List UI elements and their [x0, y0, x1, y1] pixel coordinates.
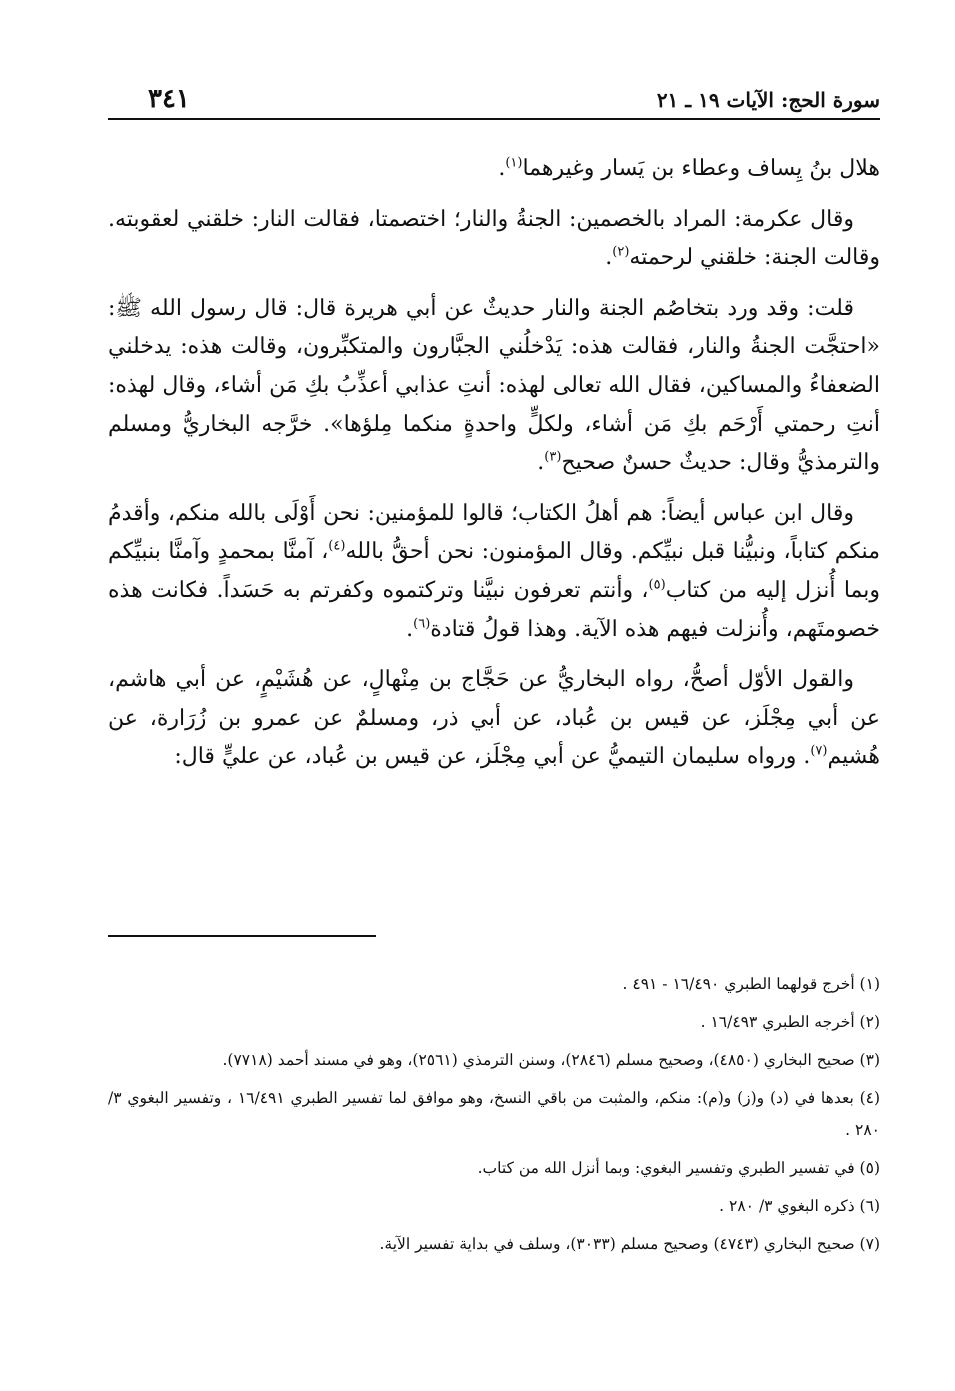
paragraph-3: قلت: وقد ورد بتخاصُم الجنة والنار حديثٌ عن أبي هريرة قال: قال رسول الله ﷺ: «احتجَّت الجنةُ والنار، فقالت هذه: يَدْخلُني الجبَّارون والمتكبِّرون، وقالت هذه: يدخلني الضعفاءُ والمساكين، فقال الله تعالى لهذه: أنتِ عذابي أعذِّبُ بكِ مَن أشاء، وقال لهذه: أنتِ رحمتي أَرْحَم بكِ مَن أشاء، ولكلٍّ واحدةٍ منكما مِلؤها». خرَّجه البخاريُّ ومسلم والترمذيُّ وقال: حديثٌ حسنٌ صحيح$^{(٣)}$. [108, 295, 880, 476]
page-header [108, 78, 880, 120]
footnote-7: (٧) صحيح البخاري (٤٧٤٣) وصحيح مسلم (٣٠٣٣)، وسلف في بداية تفسير الآية. [379, 1235, 880, 1253]
footnote-3: (٣) صحيح البخاري (٤٨٥٠)، وصحيح مسلم (٢٨٤٦)، وسنن الترمذي (٢٥٦١)، وهو في مسند أحمد (٧٧١٨). [222, 1051, 880, 1069]
footnote-1: (١) أخرج قولهما الطبري ١٦/٤٩٠ - ٤٩١ . [622, 975, 880, 993]
footnote-2: (٢) أخرجه الطبري ١٦/٤٩٣ . [700, 1013, 880, 1031]
footnote-5: (٥) في تفسير الطبري وتفسير البغوي: وبما أنزل الله من كتاب. [477, 1159, 880, 1177]
footnote-6: (٦) ذكره البغوي ٣/ ٢٨٠ . [719, 1197, 880, 1215]
paragraph-2: وقال عكرمة: المراد بالخصمين: الجنةُ والنار؛ اختصمتا، فقالت النار: خلقني لعقوبته. وقالت الجنة: خلقني لرحمته$^{(٢)}$. [108, 206, 880, 271]
footnotes [108, 968, 880, 1266]
main-text [108, 150, 880, 789]
page-number: ٣٤١ [148, 84, 190, 114]
running-title: سورة الحج: الآيات ١٩ ـ ٢١ [656, 88, 880, 112]
footnote-4: (٤) بعدها في (د) و(ز) و(م): منكم، والمثبت من باقي النسخ، وهو موافق لما تفسير الطبري ١٦/٤٩١ ، وتفسير البغوي ٣/ ٢٨٠ . [108, 1089, 881, 1139]
paragraph-1: هلال بنُ يِساف وعطاء بن يَسار وغيرهما$^{(١)}$. [498, 155, 880, 181]
footnote-separator [108, 935, 376, 937]
footnote-ref: (٣) [544, 449, 562, 465]
footnote-ref: (٢) [612, 244, 630, 260]
footnote-ref: (٧) [810, 743, 828, 759]
paragraph-4: وقال ابن عباس أيضاً: هم أهلُ الكتاب؛ قالوا للمؤمنين: نحن أَوْلَى بالله منكم، وأقدمُ منكم كتاباً، ونبيُّنا قبل نبيِّكم. وقال المؤمنون: نحن أحقُّ بالله$^{(٤)}$، آمنَّا بمحمدٍ وآمنَّا بنبيِّكم وبما أُنزل إليه من كتاب$^{(٥)}$، وأنتم تعرفون نبيَّنا وتركتموه وكفرتم به حَسَداً. فكانت هذه خصومتَهم، وأُنزلت فيهم هذه الآية. وهذا قولُ قتادة$^{(٦)}$. [108, 500, 881, 642]
footnote-ref: (٥) [648, 577, 666, 593]
footnote-ref: (١) [505, 155, 523, 171]
footnote-ref: (٤) [328, 539, 346, 555]
paragraph-5: والقول الأوّل أصحُّ، رواه البخاريُّ عن حَجَّاج بن مِنْهالٍ، عن هُشَيْمٍ، عن أبي هاشم، عن أبي مِجْلَز، عن قيس بن عُباد، عن أبي ذر، ومسلمٌ عن عمرو بن زُرَارة، عن هُشيم$^{(٧)}$. ورواه سليمان التيميُّ عن أبي مِجْلَز، عن قيس بن عُباد، عن عليٍّ قال: [108, 667, 880, 770]
book-page [108, 0, 880, 1391]
footnote-ref: (٦) [413, 616, 431, 632]
